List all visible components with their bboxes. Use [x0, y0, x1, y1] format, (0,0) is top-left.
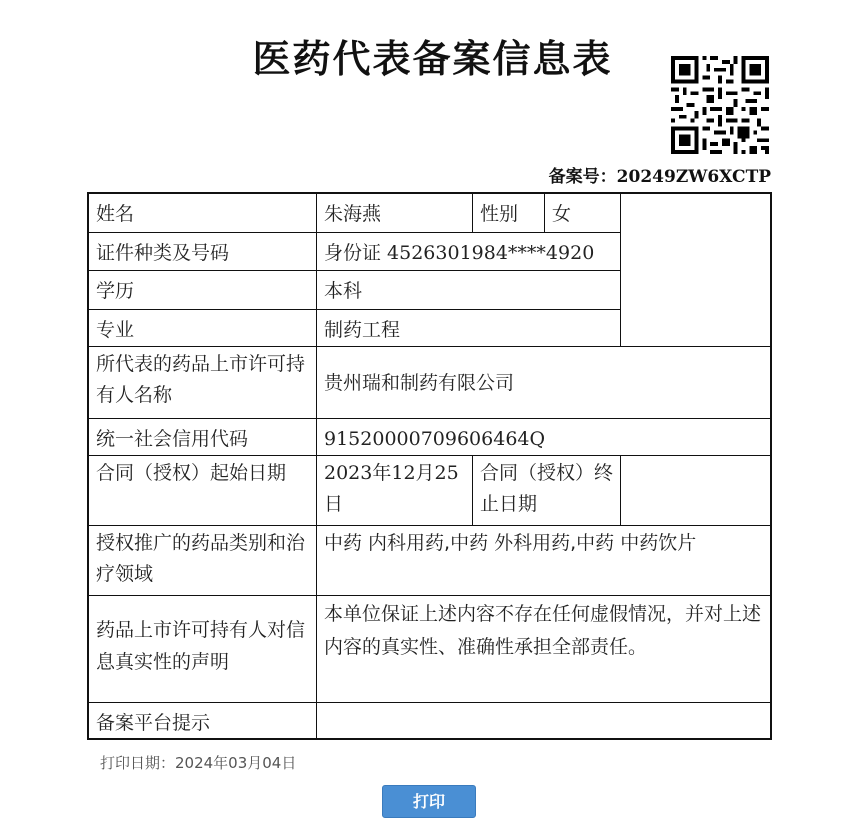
- name-value: 朱海燕: [317, 194, 473, 233]
- statement-value: 本单位保证上述内容不存在任何虚假情况，并对上述内容的真实性、准确性承担全部责任。: [317, 596, 772, 703]
- id-value: 身份证 4526301984****4920: [317, 233, 621, 271]
- major-label: 专业: [89, 310, 317, 347]
- gender-value: 女: [545, 194, 621, 233]
- contract-start-label: 合同（授权）起始日期: [89, 456, 317, 526]
- record-number-value: 20249ZW6XCTP: [616, 167, 771, 187]
- record-number-label: 备案号：: [548, 167, 617, 187]
- holder-name-value: 贵州瑞和制药有限公司: [317, 347, 772, 419]
- contract-end-label: 合同（授权）终止日期: [473, 456, 621, 526]
- id-label: 证件种类及号码: [89, 233, 317, 271]
- qr-code: [671, 56, 769, 154]
- contract-end-value: [621, 456, 772, 526]
- name-label: 姓名: [89, 194, 317, 233]
- holder-name-label: 所代表的药品上市许可持有人名称: [89, 347, 317, 419]
- contract-start-value: 2023年12月25日: [317, 456, 473, 526]
- print-button[interactable]: 打印: [382, 785, 476, 818]
- page-title: 医药代表备案信息表: [252, 36, 613, 81]
- drug-category-label: 授权推广的药品类别和治疗领域: [89, 526, 317, 596]
- platform-tip-value: [317, 703, 772, 740]
- education-label: 学历: [89, 271, 317, 310]
- education-value: 本科: [317, 271, 621, 310]
- platform-tip-label: 备案平台提示: [89, 703, 317, 740]
- credit-code-value: 91520000709606464Q: [317, 419, 772, 456]
- print-date: 打印日期：2024年03月04日: [100, 754, 297, 772]
- credit-code-label: 统一社会信用代码: [89, 419, 317, 456]
- gender-label: 性别: [473, 194, 545, 233]
- record-number: [549, 162, 771, 187]
- statement-label: 药品上市许可持有人对信息真实性的声明: [89, 596, 317, 703]
- major-value: 制药工程: [317, 310, 621, 347]
- info-form-table: [87, 192, 772, 740]
- drug-category-value: 中药 内科用药,中药 外科用药,中药 中药饮片: [317, 526, 772, 596]
- photo-cell: [621, 194, 772, 347]
